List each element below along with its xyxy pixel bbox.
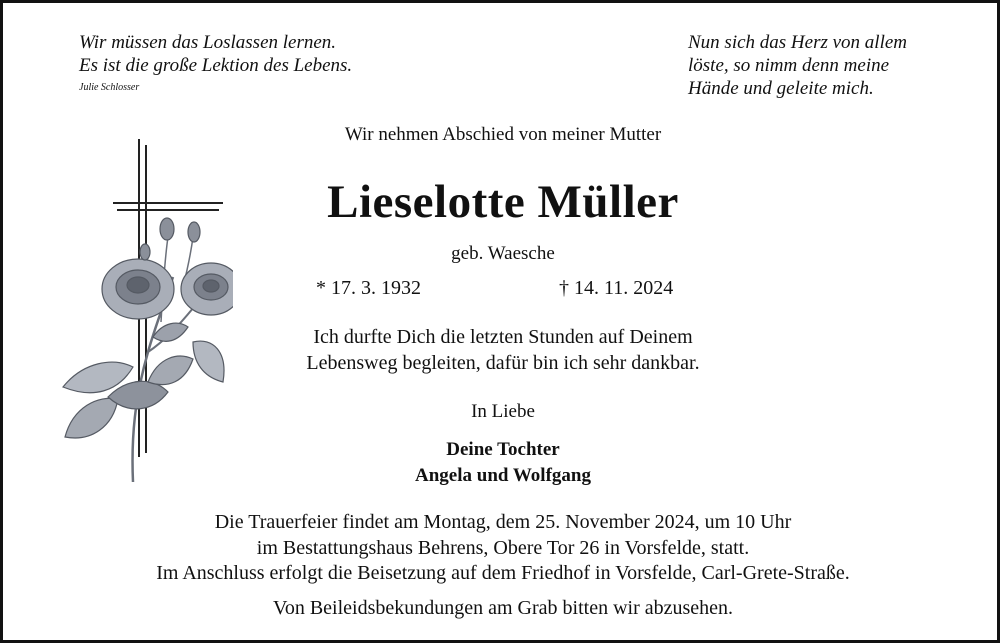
service-details [93, 510, 913, 587]
service-line: Im Anschluss erfolgt die Beisetzung auf dem Friedhof in Vorsfelde, Carl-Grete-Straße. [156, 562, 850, 584]
service-line: Die Trauerfeier findet am Montag, dem 25. November 2024, um 10 Uhr [214, 511, 792, 533]
signers [93, 437, 913, 489]
signer-line: Angela und Wolfgang [415, 465, 591, 486]
quote-left-line: Es ist die große Lektion des Lebens. [79, 55, 353, 76]
condolence-note: Von Beileidsbekundungen am Grab bitten wir abzusehen. [272, 597, 734, 619]
personal-message [93, 324, 913, 376]
quote-right-line: Hände und geleite mich. [688, 78, 874, 99]
signer-line: Deine Tochter [446, 439, 560, 460]
in-love-text: In Liebe [471, 401, 535, 422]
intro-text: Wir nehmen Abschied von meiner Mutter [344, 124, 662, 145]
quote-right [688, 31, 907, 100]
death-date: † 14. 11. 2024 [559, 277, 674, 299]
personal-message-line: Ich durfte Dich die letzten Stunden auf Deinem [313, 326, 693, 348]
quote-left-line: Wir müssen das Loslassen lernen. [79, 32, 337, 53]
quote-right-line: löste, so nimm denn meine [688, 55, 890, 76]
personal-message-line: Lebensweg begleiten, dafür bin ich sehr dankbar. [306, 352, 700, 374]
service-line: im Bestattungshaus Behrens, Obere Tor 26 in Vorsfelde, statt. [256, 536, 750, 559]
quote-author: Julie Schlosser [79, 82, 140, 93]
quote-left [79, 31, 352, 95]
birth-date: * 17. 3. 1932 [316, 277, 421, 299]
quote-right-line: Nun sich das Herz von allem [688, 32, 908, 53]
maiden-name: geb. Waesche [451, 243, 555, 264]
deceased-name: Lieselotte Müller [327, 176, 679, 228]
